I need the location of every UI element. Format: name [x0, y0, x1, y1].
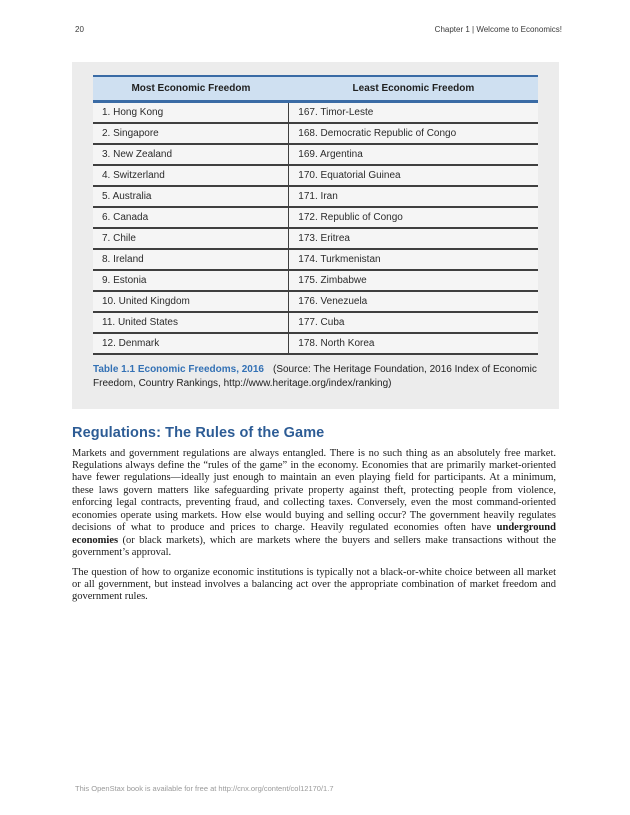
- running-head: Chapter 1 | Welcome to Economics!: [434, 25, 562, 34]
- table-row: [93, 123, 538, 144]
- cell-most: 10. United Kingdom: [93, 291, 289, 312]
- cell-most: 9. Estonia: [93, 270, 289, 291]
- table-caption: [93, 363, 538, 391]
- main-content: [72, 62, 559, 604]
- table-caption-source: (Source: The Heritage Foundation, 2016 Index of Economic Freedom, Country Rankings, http://www.heritage.org/index/ranking): [93, 364, 537, 389]
- table-row: [93, 333, 538, 354]
- cell-least: 175. Zimbabwe: [289, 270, 538, 291]
- bold-term-underground-economies: underground economies: [72, 522, 556, 546]
- paragraph-text: (or black markets), which are markets where the buyers and sellers make transactions without the government’s approval.: [72, 534, 556, 559]
- cell-least: 171. Iran: [289, 186, 538, 207]
- paragraph-text: Markets and government regulations are always entangled. There is no such thing as an absolutely free market. Regulations always define the “rules of the game” in the economy. Economies that are primarily market-oriented have fewer regulations—ideally just enough to maintain an even playing field for participants. At a minimum, these laws govern matters like safeguarding private property against theft, protecting people from violence, enforcing legal contracts, preventing fraud, and collecting taxes. Conversely, even the most command-oriented economies operate using markets. How else would buying and selling occur? The government heavily regulates decisions of what to produce and prices to charge. Heavily regulated economies often have: [72, 447, 556, 534]
- cell-most: 12. Denmark: [93, 333, 289, 354]
- table-row: [93, 249, 538, 270]
- cell-least: 172. Republic of Congo: [289, 207, 538, 228]
- cell-most: 2. Singapore: [93, 123, 289, 144]
- page-footer: This OpenStax book is available for free at http://cnx.org/content/col12170/1.7: [75, 784, 334, 793]
- table-row: [93, 228, 538, 249]
- cell-least: 177. Cuba: [289, 312, 538, 333]
- cell-most: 5. Australia: [93, 186, 289, 207]
- cell-least: 170. Equatorial Guinea: [289, 165, 538, 186]
- cell-least: 169. Argentina: [289, 144, 538, 165]
- table-row: [93, 144, 538, 165]
- cell-least: 174. Turkmenistan: [289, 249, 538, 270]
- page-number: 20: [75, 25, 84, 34]
- table-caption-label: Table 1.1 Economic Freedoms, 2016: [93, 364, 264, 375]
- economic-freedom-table: [93, 75, 538, 355]
- cell-least: 173. Eritrea: [289, 228, 538, 249]
- table-body: [93, 102, 538, 355]
- cell-least: 168. Democratic Republic of Congo: [289, 123, 538, 144]
- cell-least: 176. Venezuela: [289, 291, 538, 312]
- table-row: [93, 165, 538, 186]
- paragraph-balancing-act: The question of how to organize economic institutions is typically not a black-or-white choice between all market or all government, but instead involves a balancing act over the appropriate combination of market freedom and government rules.: [72, 566, 556, 603]
- cell-most: 11. United States: [93, 312, 289, 333]
- column-header-most-freedom: Most Economic Freedom: [93, 76, 289, 102]
- table-head: [93, 76, 538, 102]
- paragraph-regulations: [72, 448, 556, 560]
- page-header: [75, 25, 562, 34]
- cell-most: 1. Hong Kong: [93, 102, 289, 124]
- table-row: [93, 312, 538, 333]
- table-row: [93, 291, 538, 312]
- cell-most: 4. Switzerland: [93, 165, 289, 186]
- cell-least: 167. Timor-Leste: [289, 102, 538, 124]
- cell-most: 3. New Zealand: [93, 144, 289, 165]
- section-heading: Regulations: The Rules of the Game: [72, 424, 325, 441]
- table-row: [93, 186, 538, 207]
- table-row: [93, 207, 538, 228]
- cell-most: 6. Canada: [93, 207, 289, 228]
- table-container: [72, 62, 559, 409]
- table-row: [93, 270, 538, 291]
- cell-least: 178. North Korea: [289, 333, 538, 354]
- table-row: [93, 102, 538, 124]
- cell-most: 7. Chile: [93, 228, 289, 249]
- column-header-least-freedom: Least Economic Freedom: [289, 76, 538, 102]
- table-header-row: [93, 76, 538, 102]
- cell-most: 8. Ireland: [93, 249, 289, 270]
